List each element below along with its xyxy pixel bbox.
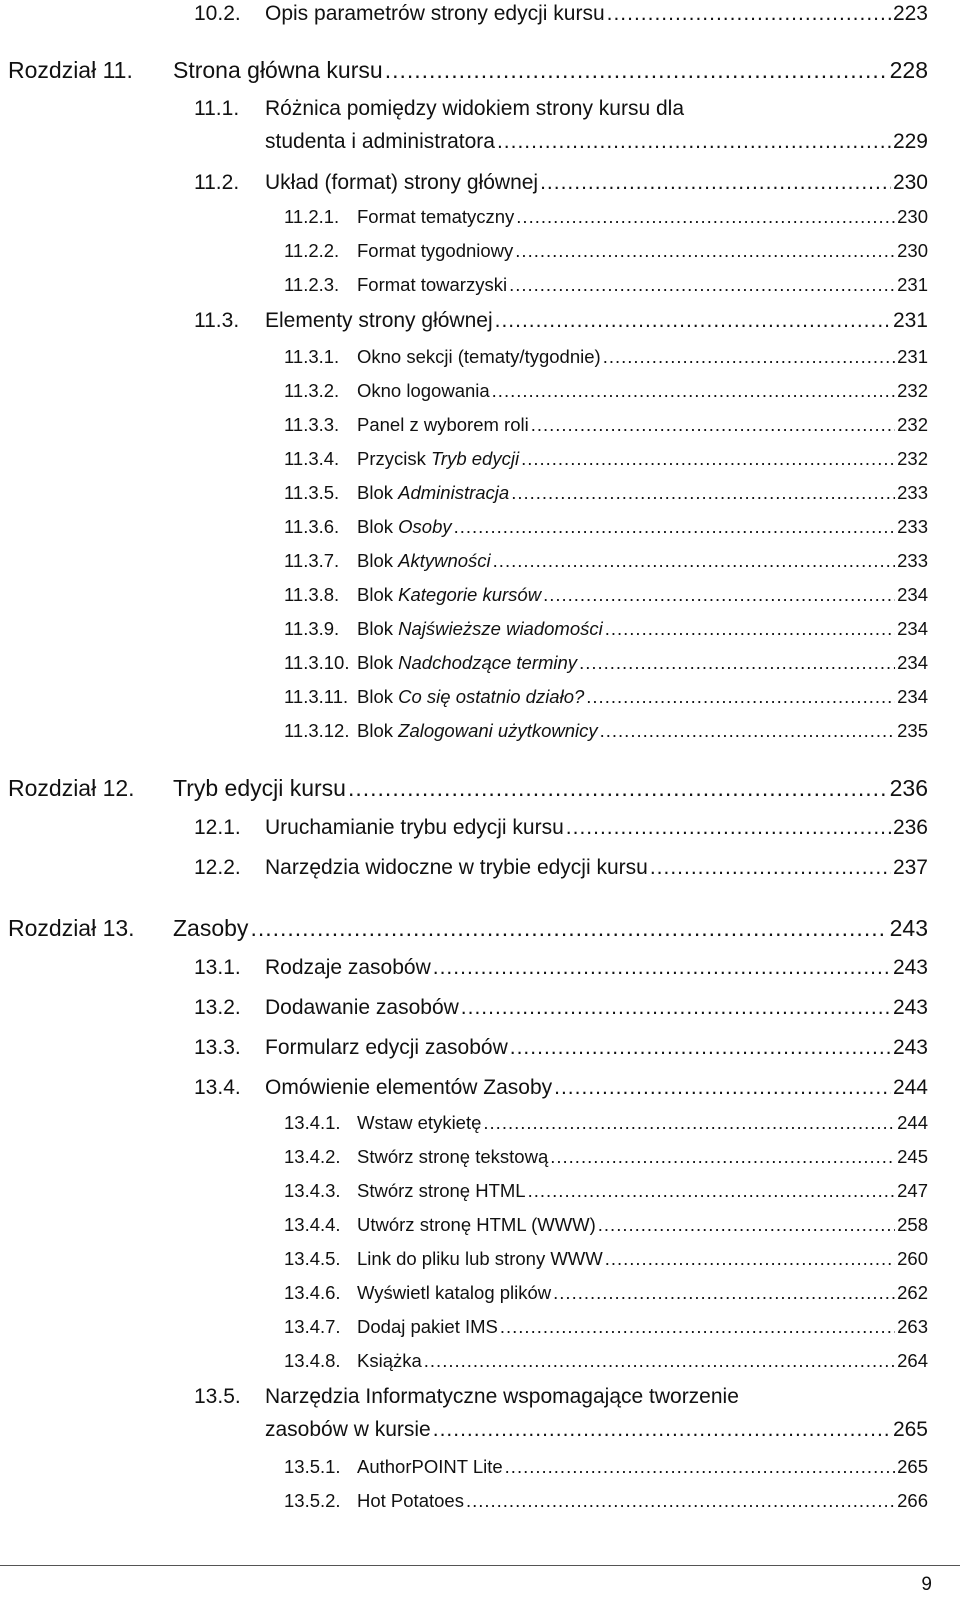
section-title	[173, 915, 248, 942]
section-title-text: Format tematyczny	[357, 206, 515, 227]
dot-leader	[500, 1316, 895, 1338]
page-number: 234	[897, 618, 928, 639]
section-title-text: zasobów w kursie	[265, 1418, 431, 1441]
section-title-text: Format tygodniowy	[357, 240, 514, 261]
dot-leader	[521, 448, 895, 470]
section-title-italic: Kategorie kursów	[398, 584, 542, 605]
section-title-text: Link do pliku lub strony WWW	[357, 1248, 603, 1269]
section-title	[357, 1146, 548, 1168]
dot-leader	[516, 206, 895, 228]
dot-leader	[607, 2, 891, 26]
section-number: 12.2.	[194, 856, 241, 879]
dot-leader	[650, 856, 891, 880]
section-title-text: Książka	[357, 1350, 422, 1371]
section-title-text: Tryb edycji kursu	[173, 775, 346, 801]
dot-leader	[600, 720, 896, 742]
section-title	[357, 618, 603, 640]
section-number: 11.3.10.	[284, 652, 350, 673]
section-title-text: Rodzaje zasobów	[265, 956, 431, 979]
dot-leader	[553, 1282, 895, 1304]
section-title	[357, 206, 514, 228]
section-number: 11.3.	[194, 309, 240, 332]
page-number: 235	[897, 720, 928, 741]
section-title-italic: Osoby	[398, 516, 452, 537]
dot-leader	[433, 1418, 891, 1442]
section-number: 11.3.1.	[284, 346, 340, 367]
chapter-label: Rozdział 11.	[8, 57, 133, 83]
section-title-text: Narzędzia widoczne w trybie edycji kursu	[265, 856, 648, 879]
page-number: 230	[897, 206, 928, 227]
section-title	[357, 1180, 526, 1202]
section-title	[357, 720, 598, 742]
section-title-text: Panel z wyborem roli	[357, 414, 529, 435]
dot-leader	[461, 996, 891, 1020]
section-title-text: Opis parametrów strony edycji kursu	[265, 2, 605, 25]
section-title-italic: Administracja	[398, 482, 510, 503]
page-number: 223	[892, 2, 928, 25]
page-number: 234	[897, 686, 928, 707]
dot-leader	[554, 1076, 891, 1100]
section-title-italic: Tryb edycji	[431, 448, 520, 469]
section-number: 11.2.3.	[284, 274, 340, 295]
page-number: 258	[897, 1214, 928, 1235]
section-title	[265, 816, 564, 840]
page-number: 245	[897, 1146, 928, 1167]
page-number: 243	[892, 996, 928, 1019]
section-number: 11.3.11.	[284, 686, 349, 707]
page-number: 243	[892, 1036, 928, 1059]
dot-leader	[509, 274, 895, 296]
dot-leader	[424, 1350, 895, 1372]
section-number: 11.3.4.	[284, 448, 340, 469]
section-title	[265, 1076, 552, 1100]
section-title	[265, 1036, 508, 1060]
section-title	[357, 516, 452, 538]
section-title	[265, 956, 431, 980]
section-number: 13.4.2.	[284, 1146, 341, 1167]
dot-leader	[466, 1490, 895, 1512]
section-title-text: Blok	[357, 618, 399, 639]
section-title-text: Hot Potatoes	[357, 1490, 464, 1511]
section-number: 13.5.1.	[284, 1456, 341, 1477]
dot-leader	[493, 550, 895, 572]
section-title-text: Wstaw etykietę	[357, 1112, 482, 1133]
section-title-text: Stwórz stronę HTML	[357, 1180, 526, 1201]
section-title-text: Układ (format) strony głównej	[265, 171, 539, 194]
section-title	[357, 652, 577, 674]
page-number: 234	[897, 584, 928, 605]
page-number: 228	[889, 57, 928, 83]
section-number: 13.5.2.	[284, 1490, 341, 1511]
dot-leader	[515, 240, 895, 262]
page-number: 244	[897, 1112, 928, 1133]
dot-leader	[528, 1180, 896, 1202]
page-number: 266	[897, 1490, 928, 1511]
section-number: 11.1.	[194, 97, 240, 120]
section-title	[173, 57, 383, 84]
section-title-text: studenta i administratora	[265, 130, 495, 153]
page-number: 265	[897, 1456, 928, 1477]
page-number: 232	[897, 380, 928, 401]
dot-leader	[531, 414, 895, 436]
dot-leader	[510, 1036, 891, 1060]
page-number: 230	[892, 171, 928, 194]
page-number: 262	[897, 1282, 928, 1303]
page-number: 232	[897, 414, 928, 435]
section-title	[357, 482, 509, 504]
section-title	[357, 1350, 422, 1372]
section-title	[357, 584, 541, 606]
section-number: 13.4.8.	[284, 1350, 341, 1371]
section-title	[357, 448, 519, 470]
section-title	[357, 1214, 596, 1236]
section-number: 10.2.	[194, 2, 241, 25]
page-number: 231	[897, 274, 928, 295]
section-title	[357, 1112, 481, 1134]
section-number: 13.4.	[194, 1076, 241, 1099]
section-number: 11.3.6.	[284, 516, 340, 537]
section-title	[265, 996, 459, 1020]
page-number: 237	[892, 856, 928, 879]
section-title	[357, 414, 529, 436]
section-number: 11.3.12.	[284, 720, 350, 741]
dot-leader	[586, 686, 895, 708]
dot-leader	[433, 956, 891, 980]
dot-leader	[566, 816, 891, 840]
section-title: Różnica pomiędzy widokiem strony kursu dla	[265, 97, 685, 120]
page-number: 244	[892, 1076, 928, 1099]
section-title-text: Blok	[357, 584, 399, 605]
page-number: 233	[897, 550, 928, 571]
section-title-text: Blok	[357, 482, 399, 503]
footer-divider	[0, 1565, 960, 1566]
page-number: 264	[897, 1350, 928, 1371]
section-number: 11.3.3.	[284, 414, 340, 435]
section-title-text: Strona główna kursu	[173, 57, 383, 83]
section-title	[265, 171, 538, 195]
page-number: 265	[892, 1418, 928, 1441]
section-title-text: Uruchamianie trybu edycji kursu	[265, 816, 564, 839]
section-number: 13.3.	[194, 1036, 241, 1059]
page-number: 233	[897, 482, 928, 503]
section-title	[357, 686, 584, 708]
section-title	[357, 1456, 503, 1478]
section-title	[357, 1316, 498, 1338]
chapter-label: Rozdział 12.	[8, 775, 135, 801]
section-number: 13.4.5.	[284, 1248, 341, 1269]
section-title-italic: Aktywności	[398, 550, 491, 571]
section-title-text: Dodaj pakiet IMS	[357, 1316, 498, 1337]
section-title	[357, 346, 601, 368]
section-title: Narzędzia Informatyczne wspomagające tworzenie	[265, 1385, 739, 1408]
dot-leader	[598, 1214, 895, 1236]
section-title-text: Okno sekcji (tematy/tygodnie)	[357, 346, 601, 367]
page-number: 231	[897, 346, 928, 367]
footer-page-number: 9	[921, 1574, 932, 1595]
section-title	[265, 1418, 431, 1442]
page-number: 260	[897, 1248, 928, 1269]
page-number: 236	[889, 775, 928, 801]
section-title	[265, 309, 493, 333]
section-title-text: Dodawanie zasobów	[265, 996, 459, 1019]
section-title-text: Formularz edycji zasobów	[265, 1036, 508, 1059]
section-title-text: Blok	[357, 516, 399, 537]
page-number: 231	[892, 309, 928, 332]
section-title-text: Zasoby	[173, 915, 249, 941]
page-number: 236	[892, 816, 928, 839]
section-title	[265, 130, 495, 154]
section-title-text: AuthorPOINT Lite	[357, 1456, 503, 1477]
section-number: 11.2.	[194, 171, 240, 194]
page-number: 234	[897, 652, 928, 673]
section-title-text: Wyświetl katalog plików	[357, 1282, 552, 1303]
dot-leader	[603, 346, 895, 368]
dot-leader	[348, 775, 888, 802]
section-title	[357, 1282, 551, 1304]
section-number: 13.4.1.	[284, 1112, 341, 1133]
section-title	[357, 550, 491, 572]
dot-leader	[495, 309, 891, 333]
dot-leader	[605, 618, 895, 640]
section-number: 11.3.7.	[284, 550, 340, 571]
section-number: 12.1.	[194, 816, 241, 839]
dot-leader	[511, 482, 895, 504]
section-title-text: Blok	[357, 550, 399, 571]
dot-leader	[540, 171, 891, 195]
section-title-text: Blok	[357, 686, 399, 707]
dot-leader	[497, 130, 891, 154]
section-number: 11.2.1.	[284, 206, 340, 227]
section-number: 13.4.6.	[284, 1282, 341, 1303]
section-title-text: Elementy strony głównej	[265, 309, 493, 332]
dot-leader	[505, 1456, 895, 1478]
dot-leader	[385, 57, 888, 84]
section-number: 11.3.5.	[284, 482, 340, 503]
page-number: 243	[892, 956, 928, 979]
section-title	[173, 775, 346, 802]
section-title-italic: Nadchodzące terminy	[398, 652, 578, 673]
section-number: 11.3.8.	[284, 584, 340, 605]
section-number: 13.4.7.	[284, 1316, 341, 1337]
dot-leader	[454, 516, 896, 538]
section-title-text: Okno logowania	[357, 380, 490, 401]
dot-leader	[492, 380, 895, 402]
section-number: 13.5.	[194, 1385, 241, 1408]
section-number: 13.4.3.	[284, 1180, 341, 1201]
dot-leader	[605, 1248, 895, 1270]
section-number: 13.1.	[194, 956, 241, 979]
section-title-text: Stwórz stronę tekstową	[357, 1146, 549, 1167]
section-title	[357, 1490, 464, 1512]
section-title	[357, 1248, 603, 1270]
section-title	[357, 380, 490, 402]
section-title	[265, 856, 648, 880]
section-number: 11.2.2.	[284, 240, 340, 261]
section-title-text: Przycisk	[357, 448, 431, 469]
page-number: 247	[897, 1180, 928, 1201]
section-title	[265, 2, 605, 26]
dot-leader	[579, 652, 895, 674]
chapter-label: Rozdział 13.	[8, 915, 135, 941]
page-number: 232	[897, 448, 928, 469]
section-number: 13.2.	[194, 996, 241, 1019]
section-number: 11.3.2.	[284, 380, 340, 401]
page-number: 263	[897, 1316, 928, 1337]
section-title-text: Utwórz stronę HTML (WWW)	[357, 1214, 596, 1235]
section-title	[357, 274, 507, 296]
section-title-italic: Co się ostatnio działo?	[398, 686, 585, 707]
page-number: 233	[897, 516, 928, 537]
section-title-text: Omówienie elementów Zasoby	[265, 1076, 553, 1099]
page-number: 243	[889, 915, 928, 941]
dot-leader	[550, 1146, 895, 1168]
dot-leader	[250, 915, 887, 942]
section-title-text: Blok	[357, 720, 399, 741]
section-number: 11.3.9.	[284, 618, 340, 639]
section-title	[357, 240, 513, 262]
section-title-text: Format towarzyski	[357, 274, 508, 295]
section-number: 13.4.4.	[284, 1214, 341, 1235]
section-title-italic: Najświeższe wiadomości	[398, 618, 603, 639]
page-number: 230	[897, 240, 928, 261]
dot-leader	[543, 584, 895, 606]
section-title-text: Blok	[357, 652, 399, 673]
section-title-italic: Zalogowani użytkownicy	[398, 720, 598, 741]
page-number: 229	[892, 130, 928, 153]
dot-leader	[483, 1112, 895, 1134]
